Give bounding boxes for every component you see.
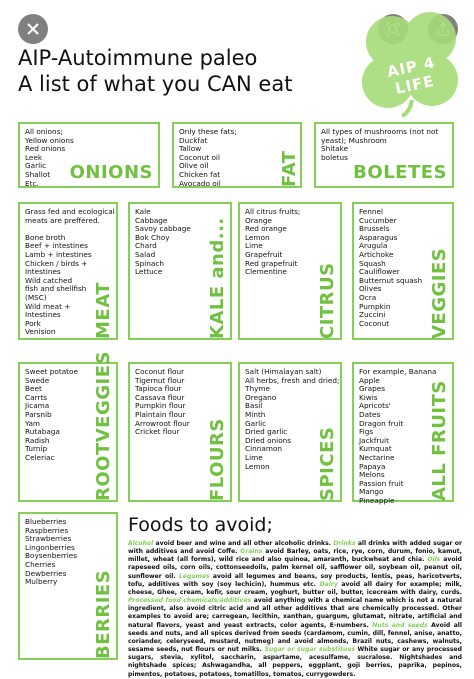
list-item: Dewberries — [25, 568, 67, 578]
list-item: Arrowroot flour — [135, 418, 190, 428]
list-item: Radish — [25, 435, 50, 445]
avoid-description: avoid rapeseed oils, corn oils, cottonseedoils, palm kernel oil, safflower oil, soybean oil, peanut oil, sunflower oil. — [128, 556, 462, 580]
list-item: Figs — [359, 427, 374, 437]
avoid-keyword: Dairy — [319, 580, 338, 588]
list-item: Zuccini — [359, 310, 386, 320]
list-item: Arugula — [359, 241, 388, 251]
label-spices: SPICES — [317, 426, 338, 501]
list-item: Red onions — [25, 144, 66, 154]
list-item: Cabbage — [135, 215, 168, 225]
list-item: Squash — [359, 258, 386, 268]
list-item: Asparagus — [359, 232, 398, 242]
list-item: Melons — [359, 470, 385, 480]
avoid-keyword: Grains — [240, 548, 263, 556]
items-citrus — [245, 208, 300, 277]
list-item: All citrus fruits; — [245, 207, 301, 216]
avoid-description: avoid anything with a chemical name which is not a natural ingredient, also avoid citric acid and all other additives that are chemically processed. Other examples to avoid are; carregean, lecithin, xanthan, guargum, glutamat, nitrate, artificial and natural flavors, yeast and yeast extracts, color agents, E-numbers. — [128, 597, 462, 629]
items-rootveggies — [25, 368, 78, 463]
box-berries — [18, 512, 118, 660]
box-boletes — [314, 122, 454, 188]
list-item: Wild meat + — [25, 301, 71, 311]
list-item: Lettuce — [135, 267, 163, 277]
list-item: Clementine — [245, 267, 287, 277]
avoid-keyword: Drinks — [333, 540, 356, 547]
list-item: Yellow onions — [25, 135, 74, 145]
list-item: Coconut flour — [135, 367, 185, 376]
list-item: Dates — [359, 409, 381, 419]
list-item: Red grapefruit — [245, 258, 298, 268]
items-flours — [135, 368, 190, 437]
avoid-description: avoid beer and wine and all other alcoholic drinks. — [153, 540, 334, 547]
avoid-description: avoid all dairy for example; milk, cheese, Ghee, cream, kefir, sour cream, yoghurt, butter oil, butter, icecream with dairy, curds. — [128, 580, 462, 596]
avoid-description: avoid all legumes and beans, soy products, lentis, peas, haricotverts, tofu, additives with soy (soy lechicin), hummus etc. — [128, 572, 462, 588]
avoid-text — [128, 540, 462, 679]
list-item: Kale — [135, 207, 151, 216]
list-item: Orange — [245, 215, 272, 225]
label-rootveggies: ROOTVEGGIES — [93, 351, 114, 501]
items-allfruits — [359, 368, 436, 506]
list-item: Intestines — [25, 267, 61, 277]
list-item: Lingonberries — [25, 542, 75, 552]
list-item: Mango — [359, 487, 384, 497]
list-item: Cinnamon — [245, 444, 283, 454]
avoid-description: Avoid all seeds and nuts, and all spices derived from seeds (cardamom, cumin, dill, fennel, anise, anatto, coriander, celeryseed, mustard, nutmeg) and avoid almonds, Brazil nuts, cashews, walnuts, sesame seeds, nut flours or nut milks. — [128, 621, 462, 654]
list-item: Tigernut flour — [135, 375, 185, 385]
list-item: Lime — [245, 452, 263, 462]
list-item: Papaya — [359, 461, 386, 471]
avoid-keyword: Alcohol — [128, 540, 154, 547]
list-item: Bok Choy — [135, 232, 170, 242]
list-item: Lemon — [245, 232, 270, 242]
avoid-keyword: Legumes — [178, 572, 210, 580]
list-item: Lamb + intestines — [25, 249, 92, 259]
box-fat — [172, 122, 302, 188]
avoid-title: Foods to avoid; — [128, 514, 273, 536]
avoid-description: avoid Barley, oats, rice, rye, corn, durum, fonio, kamut, millet, wheat (all forms), wild rice and also quinoa, amaranth, buckwheat and chia. — [128, 548, 462, 564]
list-item: Carrts — [25, 392, 48, 402]
list-item: Jicama — [25, 401, 50, 411]
list-item: Passion fruit — [359, 478, 404, 488]
list-item: Garlic — [245, 418, 267, 428]
page-subtitle: A list of what you CAN eat — [18, 72, 293, 96]
list-item: Avocado oil — [179, 178, 221, 188]
close-button[interactable] — [18, 14, 48, 44]
avoid-keyword: Oils — [427, 556, 441, 564]
box-kale — [128, 202, 232, 340]
items-fat — [179, 128, 237, 188]
list-item: Spinach — [135, 258, 165, 268]
box-veggies — [352, 202, 454, 340]
list-item: Cauliflower — [359, 267, 400, 277]
list-item: Ocra — [359, 292, 377, 302]
label-boletes: BOLETES — [353, 162, 447, 183]
list-item: Plaintain flour — [135, 409, 186, 419]
close-icon — [25, 21, 41, 37]
list-item: Olive oil — [179, 161, 209, 171]
list-item: Pumpkin flour — [135, 401, 186, 411]
list-item: Yam — [25, 418, 41, 428]
list-item: Cucumber — [359, 215, 397, 225]
list-item: Chicken fat — [179, 169, 221, 179]
label-citrus: CITRUS — [317, 262, 338, 339]
list-item: Garlic — [25, 161, 47, 171]
box-rootveggies — [18, 351, 118, 502]
page-title: AIP-Autoimmune paleo — [18, 46, 258, 70]
list-item: Savoy cabbage — [135, 224, 191, 234]
list-item: Pineapple — [359, 495, 395, 505]
list-item: Nectarine — [359, 452, 395, 462]
list-item: (MSC) — [25, 292, 47, 302]
list-item: Swede — [25, 375, 50, 385]
list-item: Cherries — [25, 559, 56, 569]
list-item: Coconut — [359, 318, 390, 328]
list-item: Raspberries — [25, 525, 69, 535]
list-item: Shallot — [25, 169, 51, 179]
list-item: Etc. — [25, 178, 39, 188]
label-meat: MEAT — [93, 281, 114, 339]
list-item: Chard — [135, 241, 157, 251]
list-item: meats are preffered. — [25, 215, 100, 225]
list-item: Shitake — [321, 144, 349, 154]
list-item: Lemon — [245, 461, 270, 471]
box-spices — [238, 362, 342, 502]
label-veggies: VEGGIES — [429, 247, 450, 339]
box-allfruits — [352, 362, 454, 505]
logo-text: AIP 4 LIFE — [385, 53, 437, 98]
list-item: Apple — [359, 375, 380, 385]
avoid-description: White sugar or any processed sugars, stevia, xylitol, saccharin, aspartame, acesulfame, sucralose. Nightshades and nightshade spices; Ashwagandha, all peppers, eggplant, goji berries, paprika, pepinos, pimentos, potatoes, potatoes, tomatillos, tomatos, currygowders. — [128, 646, 462, 678]
list-item: Rutabaga — [25, 427, 60, 437]
list-item: yeast); Mushroom — [321, 135, 387, 145]
avoid-description: all drinks with added sugar or with additives and avoid Coffe. — [128, 540, 462, 556]
list-item: Oregano — [245, 392, 277, 402]
items-onions — [25, 128, 74, 188]
list-item: Coconut oil — [179, 152, 220, 162]
list-item: Leek — [25, 152, 43, 162]
list-item: Thyme — [245, 384, 270, 394]
label-berries: BERRIES — [93, 569, 114, 659]
list-item: Dried garlic — [245, 427, 288, 437]
list-item: Parsnib — [25, 409, 52, 419]
list-item: Kumquat — [359, 444, 392, 454]
list-item: Grass fed and ecological — [25, 207, 115, 216]
items-berries — [25, 518, 77, 587]
list-item: Dried onions — [245, 435, 292, 445]
list-item: Dragon fruit — [359, 418, 404, 428]
list-item: Turnip — [25, 444, 48, 454]
list-item: Blueberries — [25, 517, 67, 526]
list-item: Mulberry — [25, 577, 58, 587]
items-kale — [135, 208, 191, 277]
list-item: Cassava flour — [135, 392, 185, 402]
list-item: Pork — [25, 318, 41, 328]
box-flours — [128, 362, 232, 502]
list-item: For example, Banana — [359, 367, 437, 376]
label-flours: FLOURS — [207, 418, 228, 501]
list-item: Bone broth — [25, 232, 66, 242]
label-allfruits: ALL FRUITS — [429, 380, 450, 501]
list-item: Artichoke — [359, 249, 394, 259]
list-item: Intestines — [25, 310, 61, 320]
list-item: Duckfat — [179, 135, 208, 145]
list-item: Strawberries — [25, 534, 72, 544]
list-item: Celeriac — [25, 452, 55, 462]
list-item: Grapes — [359, 384, 386, 394]
list-item: Jackfruit — [359, 435, 389, 445]
list-item: Butternut squash — [359, 275, 423, 285]
list-item: Lime — [245, 241, 263, 251]
list-item: All onions; — [25, 127, 63, 136]
list-item: Apricots' — [359, 401, 391, 411]
box-citrus — [238, 202, 342, 340]
list-item: Tallow — [179, 144, 202, 154]
list-item: Minth — [245, 409, 266, 419]
box-meat — [18, 202, 118, 340]
list-item: Pumpkin — [359, 301, 391, 311]
list-item: Beet — [25, 384, 42, 394]
list-item: Sweet potatoe — [25, 367, 79, 376]
avoid-keyword: Processed food chemicals/additives — [128, 597, 252, 605]
list-item: boletus — [321, 152, 348, 162]
box-onions — [18, 122, 160, 188]
list-item: Salt (Himalayan salt) — [245, 367, 322, 376]
list-item: Salad — [135, 249, 156, 259]
list-item: fish and shellfish — [25, 284, 87, 294]
items-veggies — [359, 208, 422, 328]
avoid-keyword: Sugar or sugar substitues — [264, 646, 355, 654]
list-item: Boysenberries — [25, 551, 78, 561]
list-item: Chicken / birds + — [25, 258, 88, 268]
items-boletes — [321, 128, 438, 162]
list-item: All herbs, fresh and dried; — [245, 375, 340, 385]
list-item: Venision — [25, 327, 56, 337]
label-kale: KALE and... — [207, 217, 228, 339]
list-item: All types of mushrooms (not not — [321, 127, 439, 136]
avoid-keyword: Nuts and seeds — [372, 621, 428, 629]
list-item: Beef + intestines — [25, 241, 88, 251]
list-item: Grapefruit — [245, 249, 283, 259]
label-onions: ONIONS — [69, 162, 153, 183]
list-item: Olives — [359, 284, 382, 294]
list-item: Brussels — [359, 224, 390, 234]
list-item: Cricket flour — [135, 427, 180, 437]
list-item: Fennel — [359, 207, 384, 216]
list-item: Tapioca flour — [135, 384, 182, 394]
list-item: Only these fats; — [179, 127, 237, 136]
list-item: Basil — [245, 401, 263, 411]
list-item: Red orange — [245, 224, 287, 234]
list-item: Kiwis — [359, 392, 378, 402]
label-fat: FAT — [279, 150, 300, 187]
list-item: Wild catched — [25, 275, 73, 285]
